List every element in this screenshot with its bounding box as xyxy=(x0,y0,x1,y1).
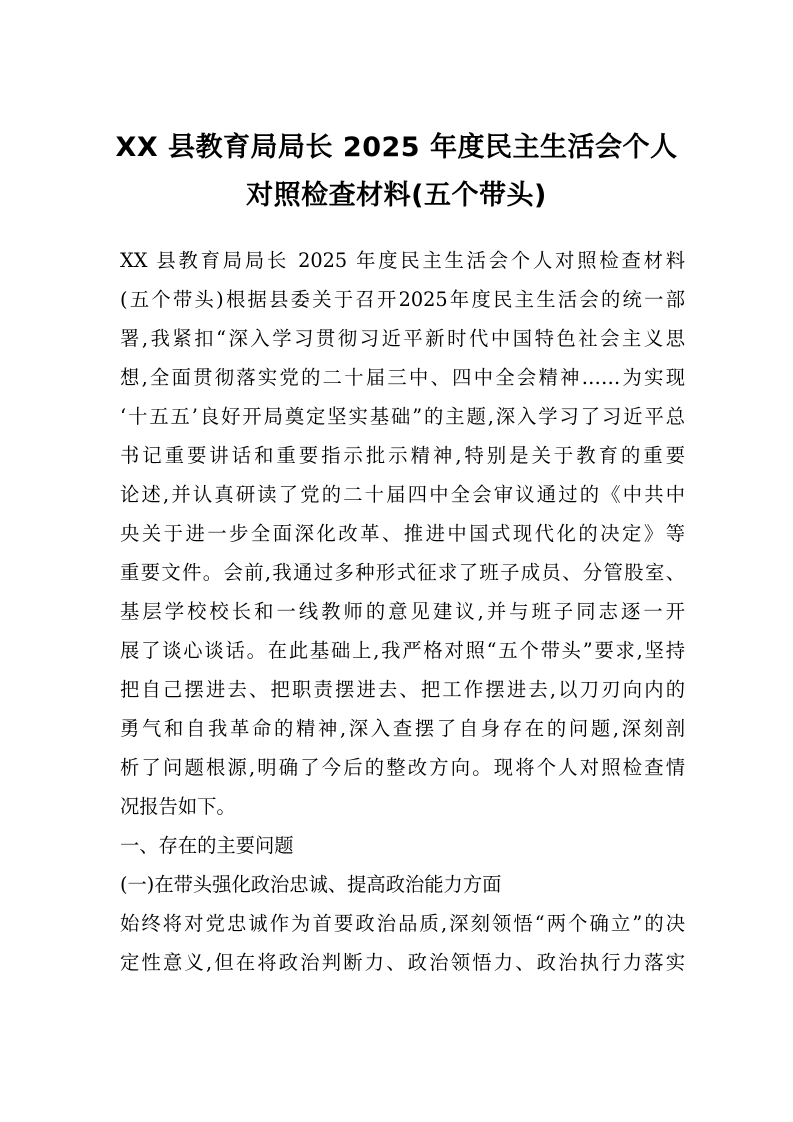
body-line: 勇气和自我革命的精神,深入查摆了自身存在的问题,深刻剖 xyxy=(120,717,685,740)
body-line: 况报告如下。 xyxy=(120,795,236,818)
body-line: 重要文件。会前,我通过多种形式征求了班子成员、分管股室、 xyxy=(120,561,685,584)
body-line: 析了问题根源,明确了今后的整改方向。现将个人对照检查情 xyxy=(120,756,685,779)
subsection-heading: (一)在带头强化政治忠诚、提高政治能力方面 xyxy=(120,873,502,896)
title-line-1: XX 县教育局局长 2025 年度民主生活会个人 xyxy=(115,132,678,163)
document-title xyxy=(0,124,793,220)
body-line: 定性意义,但在将政治判断力、政治领悟力、政治执行力落实 xyxy=(120,951,685,974)
body-line: 署,我紧扣“深入学习贯彻习近平新时代中国特色社会主义思 xyxy=(120,327,685,350)
body-line: 央关于进一步全面深化改革、推进中国式现代化的决定》等 xyxy=(120,522,685,545)
body-line: ‘十五五’良好开局奠定坚实基础”的主题,深入学习了习近平总 xyxy=(120,405,685,428)
body-line: 书记重要讲话和重要指示批示精神,特别是关于教育的重要 xyxy=(120,444,685,467)
body-line: 论述,并认真研读了党的二十届四中全会审议通过的《中共中 xyxy=(120,483,685,506)
body-line: 把自己摆进去、把职责摆进去、把工作摆进去,以刀刃向内的 xyxy=(120,678,685,701)
section-heading: 一、存在的主要问题 xyxy=(120,834,294,857)
title-line-2: 对照检查材料(五个带头) xyxy=(246,180,547,211)
body-line: 想,全面贯彻落实党的二十届三中、四中全会精神……为实现 xyxy=(120,366,685,389)
body-line: 始终将对党忠诚作为首要政治品质,深刻领悟“两个确立”的决 xyxy=(120,912,685,935)
body-line: XX 县教育局局长 2025 年度民主生活会个人对照检查材料 xyxy=(120,249,685,272)
body-line: 展了谈心谈话。在此基础上,我严格对照“五个带头”要求,坚持 xyxy=(120,639,685,662)
body-line: 基层学校校长和一线教师的意见建议,并与班子同志逐一开 xyxy=(120,600,685,623)
body-line: (五个带头)根据县委关于召开2025年度民主生活会的统一部 xyxy=(120,288,685,311)
